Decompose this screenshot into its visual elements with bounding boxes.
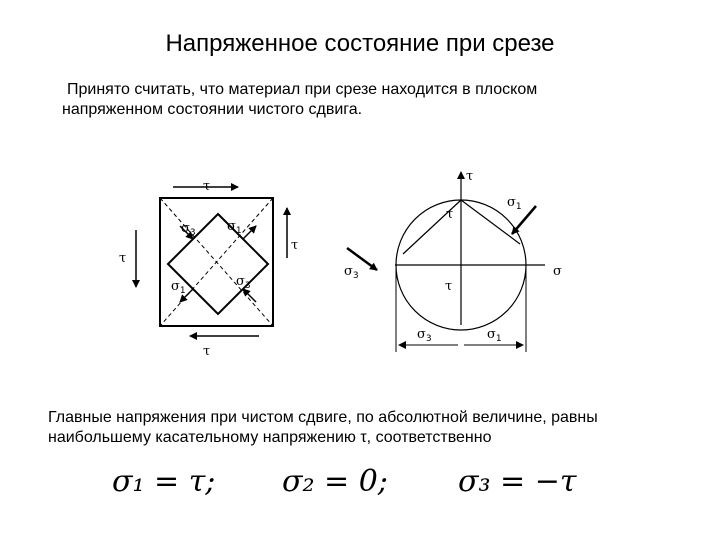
conclusion-line-1: Главные напряжения при чистом сдвиге, по абсолютной величине, равны	[48, 409, 598, 426]
tau-axis-label: τ	[466, 169, 474, 184]
sigma1-arrow-upper	[243, 226, 256, 239]
tau-lower-label: τ	[445, 279, 453, 294]
formula-sigma3: σ₃ = −τ	[458, 464, 577, 499]
conclusion-text	[48, 408, 698, 448]
formulas	[0, 462, 720, 512]
tau-label-right: τ	[291, 238, 299, 253]
sigma3-circle-label: $\sigma_3$	[344, 264, 359, 281]
sigma3-label-left: $\sigma_3$	[181, 221, 196, 238]
formula-sigma1: σ₁ = τ;	[112, 464, 216, 499]
sigma3-label-lower: $\sigma_3$	[236, 274, 251, 291]
sigma1-label-right: $\sigma_1$	[227, 219, 242, 236]
sigma1-label-lower: $\sigma_1$	[171, 279, 186, 296]
intro-line-2: напряженном состоянии чистого сдвига.	[62, 101, 363, 118]
shear-element	[119, 179, 298, 359]
sigma1-dim-label: $\sigma_1$	[487, 327, 502, 344]
conclusion-line-2: наибольшему касательному напряжению τ, соответственно	[48, 429, 492, 446]
formula-sigma2: σ₂ = 0;	[282, 464, 388, 499]
intro-line-1: Принято считать, что материал при срезе находится в плоском	[67, 81, 538, 98]
sigma1-circle-label: $\sigma_1$	[507, 195, 522, 212]
sigma-axis-label: σ	[553, 264, 562, 279]
sigma3-dim-label: $\sigma_3$	[417, 327, 432, 344]
tau-label-bottom: τ	[203, 344, 211, 359]
tau-peak-label: τ	[446, 207, 454, 222]
mohr-circle-diagram	[344, 169, 562, 352]
tau-label-left: τ	[119, 251, 127, 266]
tau-label-top: τ	[203, 179, 211, 194]
slide-title: Напряженное состояние при срезе	[165, 30, 555, 57]
